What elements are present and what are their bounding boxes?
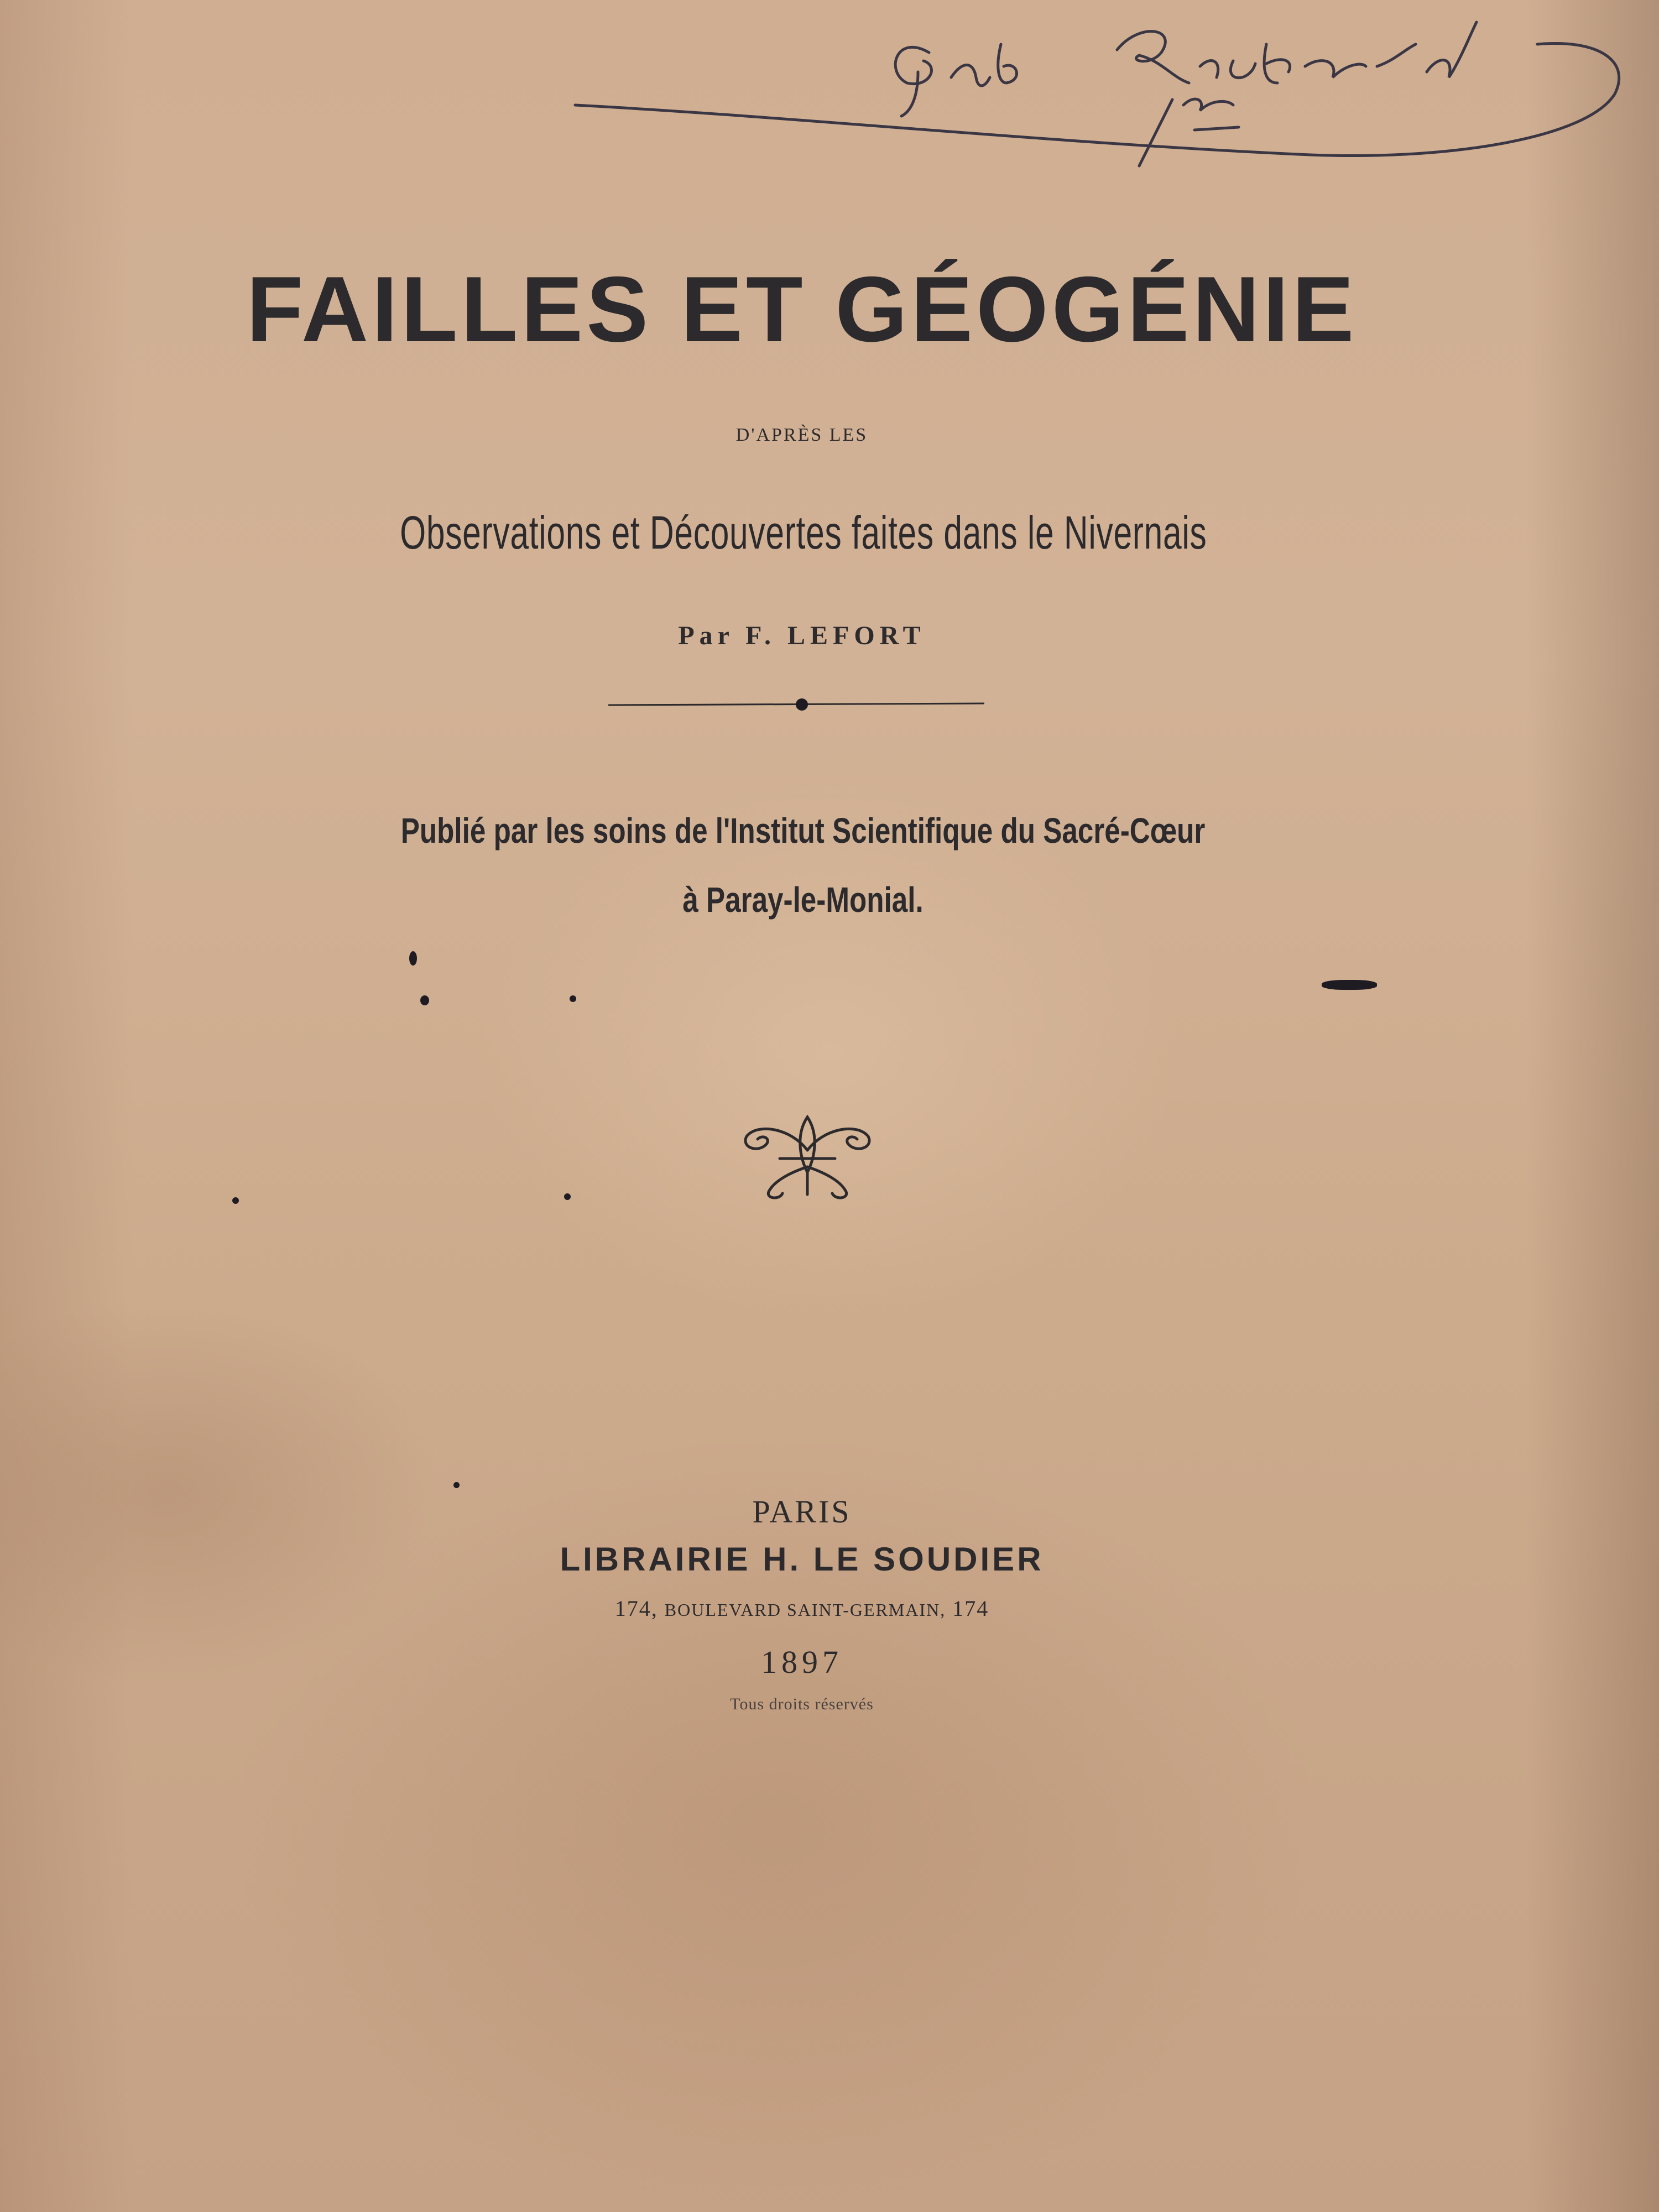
ink-spot — [232, 1197, 239, 1204]
handwritten-signature — [564, 0, 1642, 188]
rights-notice: Tous droits réservés — [730, 1695, 874, 1713]
publisher-name: LIBRAIRIE H. LE SOUDIER — [560, 1541, 1044, 1578]
publication-year: 1897 — [761, 1644, 843, 1680]
ink-spot — [453, 1482, 460, 1488]
address-number: 174, — [614, 1596, 658, 1621]
publication-note: Publié par les soins de l'Institut Scientifique du Sacré-Cœur — [400, 811, 1206, 851]
publication-city: PARIS — [752, 1494, 852, 1530]
book-subtitle: Observations et Découvertes faites dans le Nivernais — [400, 507, 1207, 559]
ink-spot — [564, 1193, 571, 1200]
author-byline: Par F. LEFORT — [678, 621, 926, 650]
book-title: FAILLES ET GÉOGÉNIE — [246, 257, 1358, 361]
publisher-address — [0, 1595, 1604, 1621]
publication-place: à Paray-le-Monial. — [682, 880, 924, 920]
ink-spot — [409, 951, 417, 966]
subtitle-intro: D'APRÈS LES — [735, 425, 868, 445]
address-street: BOULEVARD SAINT-GERMAIN, — [664, 1600, 946, 1620]
ink-spot — [1322, 980, 1377, 990]
ink-spot — [570, 995, 576, 1002]
ink-spot — [420, 995, 429, 1005]
bullet-icon — [796, 698, 808, 711]
fleuron-icon — [741, 1112, 874, 1200]
decorative-rule — [608, 697, 995, 713]
address-number-end: 174 — [952, 1596, 989, 1621]
